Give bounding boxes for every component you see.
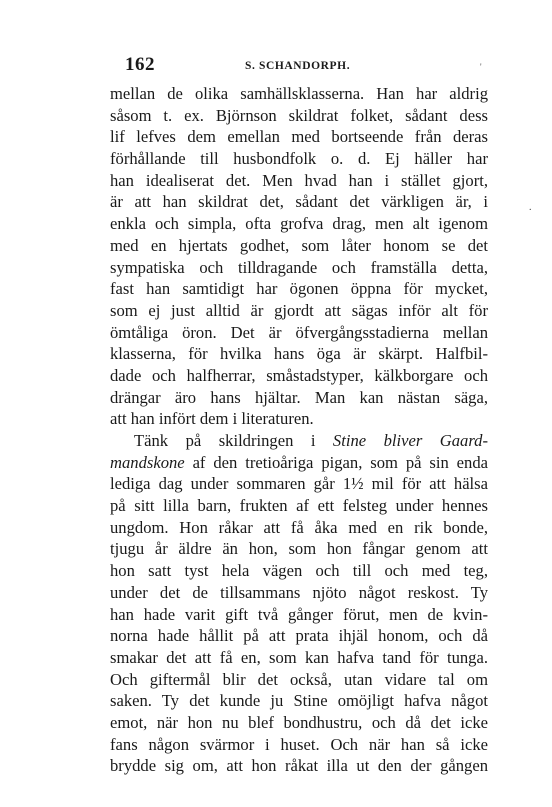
text-line: han hade varit gift två gånger förut, men de kvin- <box>110 604 488 624</box>
italic-title-segment: mandskone <box>110 452 185 472</box>
text-line: mellan de olika samhällsklasserna. Han har aldrig <box>110 84 488 103</box>
text-line: lif lefves dem emellan med bortseende från deras <box>110 127 488 147</box>
text-line: ungdom. Hon råkar att få åka med en rik bonde, <box>110 517 488 537</box>
print-speck: ' <box>480 62 482 72</box>
text-line: han idealiserat det. Men hvad han i stället gjort, <box>110 170 488 190</box>
text-line: saken. Ty det kunde ju Stine omöjligt hafva något <box>110 691 488 711</box>
page-header <box>112 54 488 78</box>
text-line: enkla och simpla, ofta grofva drag, men alt igenom <box>110 214 488 234</box>
text-line: klasserna, för hvilka hans öga är skärpt. Halfbil- <box>110 344 488 364</box>
text-line: Och giftermål blir det också, utan vidare tal om <box>110 669 488 689</box>
margin-mark: . <box>529 202 532 213</box>
text-line: drängar äro hans hjältar. Man kan nästan säga, <box>110 387 488 407</box>
text-line: ömtåliga öron. Det är öfvergångsstadierna mellan <box>110 322 488 342</box>
text-line: dade och halfherrar, småstadstyper, kälkborgare och <box>110 365 488 385</box>
text-line: med en hjertats godhet, som låter honom se det <box>110 235 488 255</box>
text-line: sympatiska och tilldragande och framställa detta, <box>110 257 488 277</box>
text-line-paragraph-start <box>110 430 488 452</box>
text-line: smakar det att få en, som kan hafva tand för tunga. <box>110 647 488 667</box>
running-head: S. SCHANDORPH. <box>245 60 351 72</box>
text-line: under det de tillsammans njöto något reskost. Ty <box>110 582 488 602</box>
text-line: norna hade hållit på att prata ihjäl honom, och då <box>110 626 488 646</box>
text-line: fast han samtidigt har ögonen öppna för mycket, <box>110 279 488 299</box>
page-number: 162 <box>125 54 155 75</box>
text-line: som ej just alltid är gjordt att sägas inför alt för <box>110 300 488 320</box>
text-line: förhållande till husbondfolk o. d. Ej häller har <box>110 149 488 169</box>
text-line: lediga dag under sommaren går 1½ mil för att hälsa <box>110 474 488 494</box>
text-segment: af den tretioåriga pigan, som på sin enda <box>184 452 488 472</box>
text-line: hon satt tyst hela vägen och till och med teg, <box>110 561 488 581</box>
text-line-paragraph-end: att han infört dem i literaturen. <box>110 409 314 429</box>
text-line: emot, när hon nu blef bondhustru, och då det icke <box>110 712 488 732</box>
text-line: på sitt lilla barn, frukten af ett felsteg under hennes <box>110 496 488 516</box>
text-segment: Tänk på skildringen i <box>134 431 333 450</box>
italic-title-segment: Stine bliver Gaard- <box>332 431 488 450</box>
text-line: tjugu år äldre än hon, som hon fångar genom att <box>110 539 488 559</box>
body-text <box>110 83 488 777</box>
text-line <box>110 452 488 474</box>
text-line: brydde sig om, att hon råkat illa ut den der gången <box>110 756 488 776</box>
text-line: såsom t. ex. Björnson skildrat folket, sådant dess <box>110 105 488 125</box>
text-line: är att han skildrat det, sådant det värkligen är, i <box>110 192 488 212</box>
text-line: fans någon svärmor i huset. Och när han så icke <box>110 734 488 754</box>
